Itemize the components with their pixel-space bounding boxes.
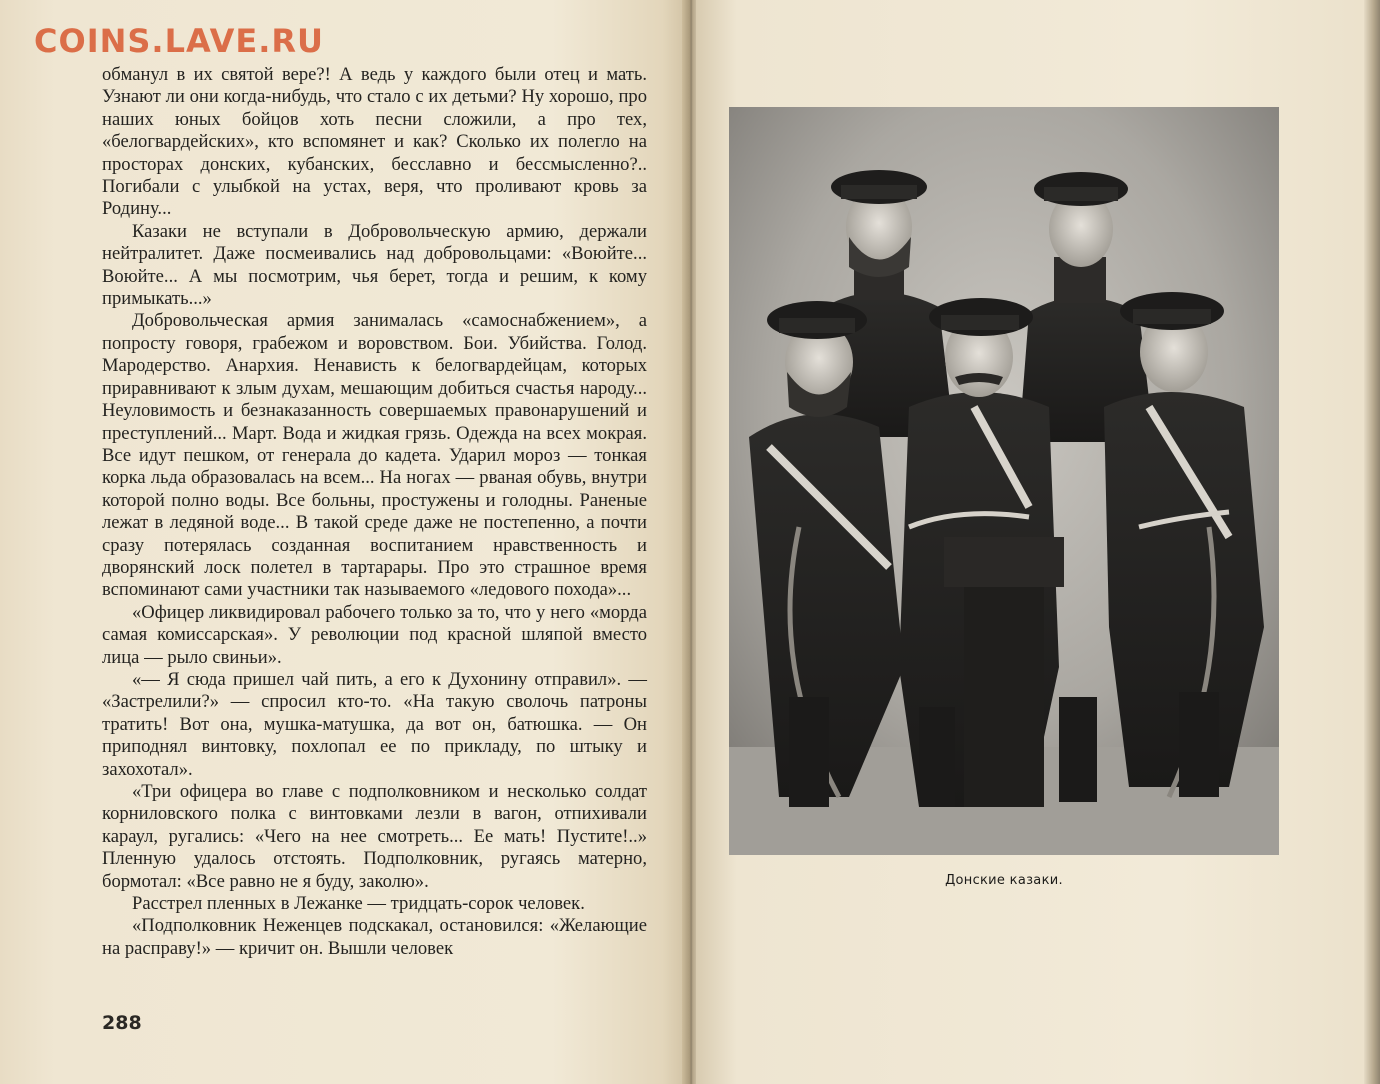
paragraph: Казаки не вступали в Добровольческую армию, держали нейтралитет. Даже посмеивались над добровольцами: «Воюйте... Воюйте... А мы посмотрим, чья берет, тогда и решим, к кому примыкать...» [102,220,647,310]
watermark: COINS.LAVE.RU [34,22,324,60]
photo-caption: Донские казаки. [945,873,1063,888]
page-edge [1364,0,1380,1084]
paragraph: «Три офицера во главе с подполковником и несколько солдат корниловского полка с винтовками лезли в вагон, отпихивали караул, ругались: «Чего на нее смотреть... Ее мать! Пустите!..» Пленную удалось отстоять. Подполковник, ругаясь матерно, бормотал: «Все равно не я буду, заколю». [102,781,647,892]
page-number: 288 [102,1012,142,1034]
body-text [102,64,647,960]
paragraph: «Подполковник Неженцев подскакал, остановился: «Желающие на расправу!» — кричит он. Вышли человек [102,915,647,959]
cossacks-photo [729,107,1279,855]
paragraph: «Офицер ликвидировал рабочего только за то, что у него «морда самая комиссарская». У революции под красной шляпой вместо лица — рыло свиньи». [102,601,647,668]
paragraph: «— Я сюда пришел чай пить, а его к Духонину отправил». — «Застрелили?» — спросил кто-то. «На такую сволочь патроны тратить! Вот она, мушка-матушка, да вот он, батюшка. — Он приподнял винтовку, похлопал ее по прикладу, по штыку и захохотал». [102,668,647,780]
paragraph: обманул в их святой вере?! А ведь у каждого были отец и мать. Узнают ли они когда-нибудь, что стало с их детьми? Ну хорошо, про наших юных бойцов хоть песни сложили, а про тех, «белогвардейских», кто вспомянет и как? Сколько их полегло на просторах донских, кубанских, бесславно и бессмысленно?.. Погибали с улыбкой на устах, веря, что проливают кровь за Родину... [102,64,647,220]
paragraph: Расстрел пленных в Лежанке — тридцать-сорок человек. [132,893,585,915]
paragraph: Добровольческая армия занималась «самоснабжением», а попросту говоря, грабежом и воровством. Бои. Убийства. Голод. Мародерство. Анархия. Ненависть к белогвардейцам, которых приравнивают к злым духам, мешающим добиться счастья народу... Неуловимость и безнаказанность совершаемых правонарушений и преступлений... Март. Вода и жидкая грязь. Одежда на всех мокрая. Все идут пешком, от генерала до кадета. Ударил мороз — тонкая корка льда образовалась на всем... На ногах — рваная обувь, внутри которой полно воды. Все больны, простужены и голодны. Раненые лежат в ледяной воде... В такой среде даже не постепенно, а почти сразу потерялась созданная воспитанием нравственность и дворянский лоск полетел в тартарары. Про это страшное время вспоминают сами участники так называемого «ледового похода»... [102,310,647,601]
